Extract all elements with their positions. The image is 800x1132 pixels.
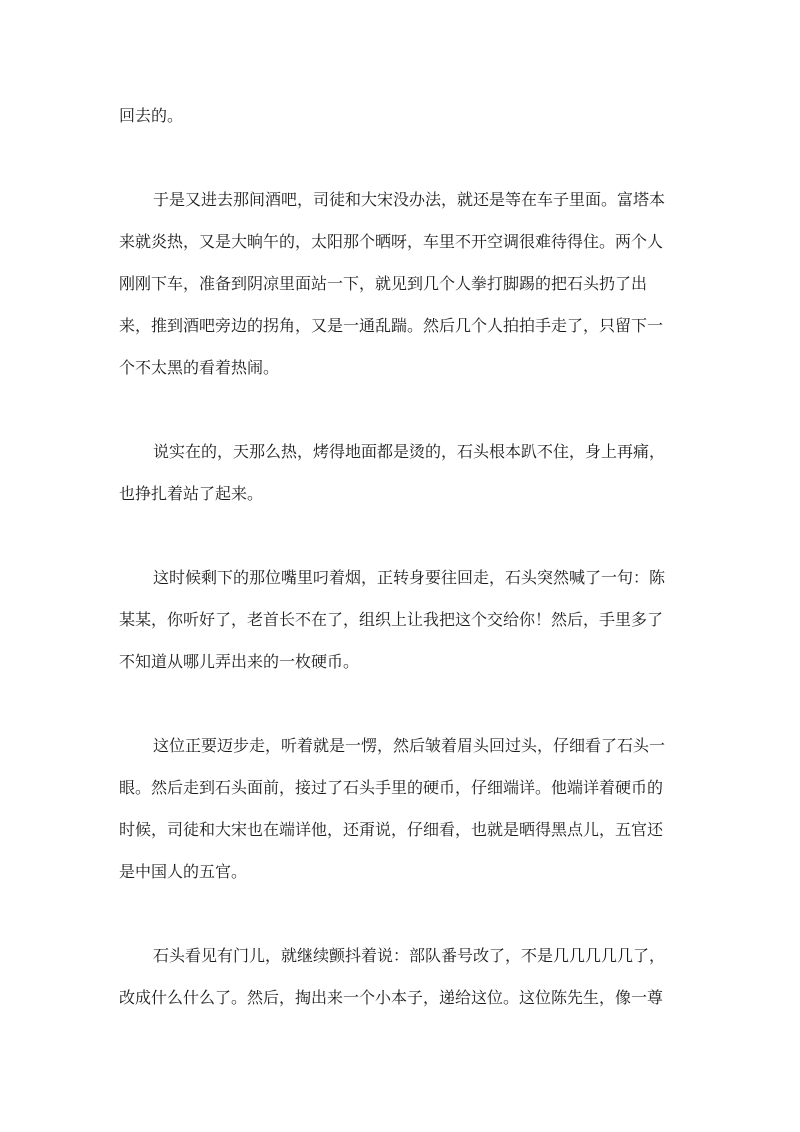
text-line: 来，推到酒吧旁边的拐角，又是一通乱踹。然后几个人拍拍手走了，只留下一 bbox=[119, 316, 664, 335]
text-line: 也挣扎着站了起来。 bbox=[119, 484, 264, 503]
text-line: 这位正要迈步走，听着就是一愣，然后皱着眉头回过头，仔细看了石头一 bbox=[153, 736, 666, 755]
text-line: 这时候剩下的那位嘴里叼着烟，正转身要往回走，石头突然喊了一句：陈 bbox=[153, 568, 666, 587]
text-line: 于是又进去那间酒吧，司徒和大宋没办法，就还是等在车子里面。富塔本 bbox=[153, 190, 666, 209]
paragraph-2 bbox=[119, 179, 689, 389]
text-line: 个不太黑的看着热闹。 bbox=[119, 358, 280, 377]
text-line: 改成什么什么了。然后，掏出来一个小本子，递给这位。这位陈先生，像一尊 bbox=[119, 988, 664, 1007]
paragraph-6 bbox=[119, 935, 689, 1019]
text-line: 不知道从哪儿弄出来的一枚硬币。 bbox=[119, 652, 360, 671]
text-line: 石头看见有门儿，就继续颤抖着说：部队番号改了，不是几几几几几了， bbox=[153, 946, 666, 965]
paragraph-4 bbox=[119, 557, 689, 683]
text-line: 说实在的，天那么热，烤得地面都是烫的，石头根本趴不住，身上再痛， bbox=[153, 442, 666, 461]
text-line: 是中国人的五官。 bbox=[119, 862, 248, 881]
text-line: 时候，司徒和大宋也在端详他，还甭说，仔细看，也就是晒得黑点儿，五官还 bbox=[119, 820, 664, 839]
text-line: 眼。然后走到石头面前，接过了石头手里的硬币，仔细端详。他端详着硬币的 bbox=[119, 778, 664, 797]
paragraph-1 bbox=[119, 95, 689, 137]
text-line: 回去的。 bbox=[119, 106, 184, 125]
text-line: 某某，你听好了，老首长不在了，组织上让我把这个交给你！然后，手里多了 bbox=[119, 610, 664, 629]
paragraph-3 bbox=[119, 431, 689, 515]
text-line: 刚刚下车，准备到阴凉里面站一下，就见到几个人拳打脚踢的把石头扔了出 bbox=[119, 274, 648, 293]
paragraph-5 bbox=[119, 725, 689, 893]
text-line: 来就炎热，又是大晌午的，太阳那个晒呀，车里不开空调很难待得住。两个人 bbox=[119, 232, 664, 251]
